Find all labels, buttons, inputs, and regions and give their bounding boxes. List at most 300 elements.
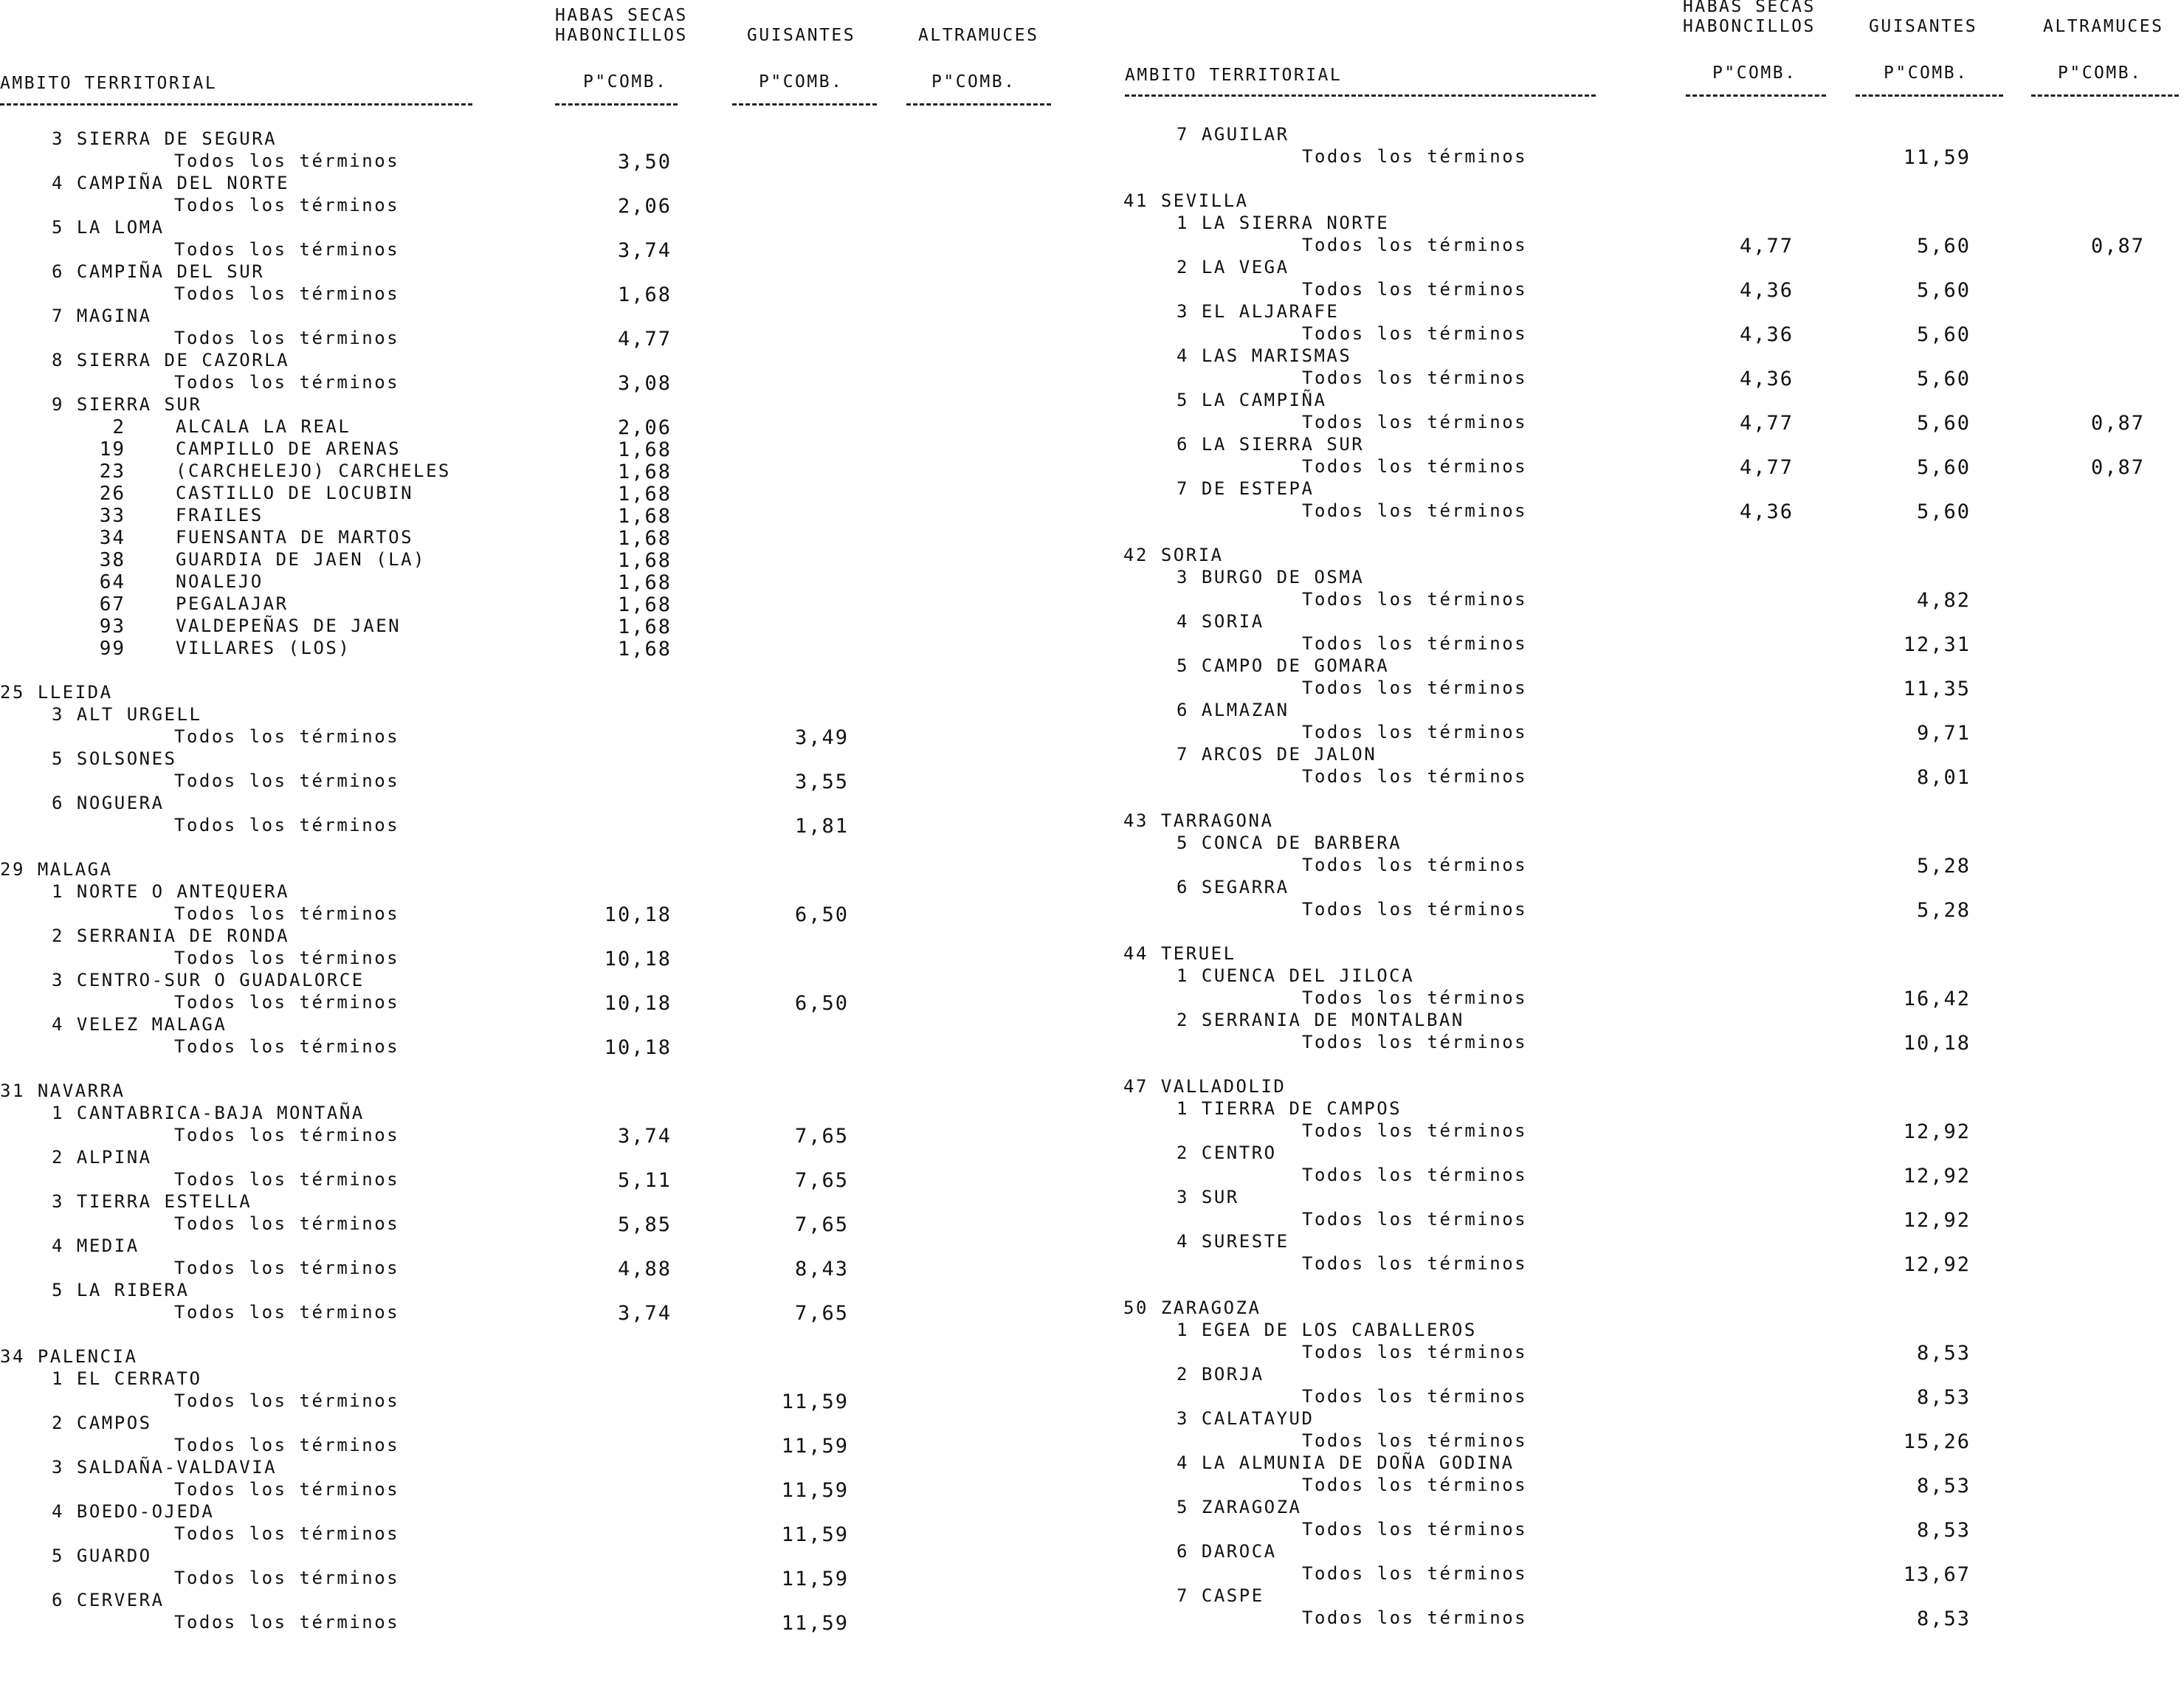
- todos-row: [1107, 1519, 2184, 1541]
- divider: [2031, 94, 2179, 97]
- guisantes-value: 5,60: [1916, 368, 1971, 390]
- comarca-label: 8 SIERRA DE CAZORLA: [52, 350, 290, 370]
- municipality-row: [0, 616, 1092, 638]
- comarca-row: [0, 217, 1092, 239]
- todos-row: [1107, 1430, 2184, 1452]
- comarca-row: [0, 748, 1092, 771]
- comarca-row: [0, 1147, 1092, 1169]
- comarca-row: [1107, 1497, 2184, 1519]
- table-body: [1107, 124, 2184, 1630]
- habas-header-line2: HABONCILLOS: [1683, 17, 1816, 36]
- guisantes-value: 1,81: [794, 815, 849, 838]
- province-row: [0, 1080, 1092, 1103]
- habas-value: 4,88: [617, 1258, 672, 1281]
- todos-row: [0, 195, 1092, 217]
- municipality-code: 33: [99, 505, 125, 527]
- todos-row: [0, 992, 1092, 1014]
- province-label: 29 MALAGA: [0, 859, 113, 880]
- municipality-row: [0, 416, 1092, 438]
- province-label: 50 ZARAGOZA: [1123, 1297, 1261, 1318]
- habas-value: 1,68: [617, 593, 672, 616]
- guisantes-value: 11,59: [781, 1523, 849, 1546]
- province-row: [0, 859, 1092, 881]
- guisantes-value: 15,26: [1903, 1430, 1971, 1453]
- habas-header-line2: HABONCILLOS: [555, 26, 688, 45]
- comarca-row: [1107, 1408, 2184, 1430]
- guisantes-value: 6,50: [794, 992, 849, 1015]
- comarca-label: 7 DE ESTEPA: [1177, 478, 1315, 499]
- municipality-code: 67: [99, 593, 125, 616]
- comarca-label: 5 CAMPO DE GOMARA: [1177, 655, 1390, 676]
- todos-row: [1107, 678, 2184, 700]
- todos-row: [1107, 589, 2184, 611]
- comarca-label: 6 ALMAZAN: [1177, 700, 1289, 720]
- guisantes-value: 5,60: [1916, 279, 1971, 302]
- comarca-label: 7 CASPE: [1177, 1585, 1264, 1606]
- comarca-label: 1 EGEA DE LOS CABALLEROS: [1177, 1320, 1477, 1340]
- comarca-row: [1107, 345, 2184, 368]
- todos-label: Todos los términos: [174, 1258, 400, 1278]
- todos-label: Todos los términos: [1302, 235, 1528, 255]
- todos-label: Todos los términos: [174, 1612, 400, 1633]
- todos-label: Todos los términos: [1302, 855, 1528, 875]
- guisantes-value: 11,59: [1903, 146, 1971, 169]
- municipality-row: [0, 638, 1092, 660]
- guisantes-value: 8,53: [1916, 1475, 1971, 1497]
- todos-label: Todos los términos: [1302, 368, 1528, 388]
- municipality-code: 93: [99, 616, 125, 638]
- todos-label: Todos los términos: [174, 1479, 400, 1500]
- guisantes-unit: P"COMB.: [1884, 63, 1968, 83]
- todos-row: [1107, 456, 2184, 478]
- comarca-row: [0, 881, 1092, 903]
- municipality-name: (CARCHELEJO) CARCHELES: [176, 461, 451, 481]
- comarca-row: [1107, 213, 2184, 235]
- habas-value: 1,68: [617, 571, 672, 594]
- comarca-label: 3 TIERRA ESTELLA: [52, 1191, 252, 1212]
- comarca-row: [1107, 744, 2184, 766]
- altramuces-value: 0,87: [2090, 235, 2145, 258]
- comarca-row: [0, 926, 1092, 948]
- habas-value: 4,36: [1739, 500, 1794, 523]
- comarca-row: [1107, 1231, 2184, 1253]
- habas-value: 1,68: [617, 461, 672, 483]
- comarca-label: 4 MEDIA: [52, 1235, 139, 1256]
- municipality-code: 26: [99, 483, 125, 505]
- altramuces-header: ALTRAMUCES: [2043, 17, 2164, 36]
- altramuces-header: ALTRAMUCES: [918, 26, 1039, 45]
- comarca-row: [0, 793, 1092, 815]
- comarca-row: [1107, 1320, 2184, 1342]
- habas-value: 10,18: [604, 1036, 672, 1059]
- municipality-row: [0, 549, 1092, 571]
- guisantes-value: 7,65: [794, 1213, 849, 1236]
- todos-label: Todos los términos: [174, 1125, 400, 1145]
- guisantes-value: 3,55: [794, 771, 849, 793]
- habas-value: 10,18: [604, 992, 672, 1015]
- habas-unit: P"COMB.: [583, 72, 668, 92]
- comarca-label: 2 CAMPOS: [52, 1413, 152, 1433]
- comarca-label: 2 CENTRO: [1177, 1142, 1277, 1163]
- guisantes-value: 6,50: [794, 903, 849, 926]
- todos-label: Todos los términos: [1302, 766, 1528, 787]
- comarca-label: 6 DAROCA: [1177, 1541, 1277, 1562]
- municipality-name: CASTILLO DE LOCUBIN: [176, 483, 414, 503]
- municipality-name: FUENSANTA DE MARTOS: [176, 527, 414, 548]
- municipality-row: [0, 483, 1092, 505]
- guisantes-value: 5,28: [1916, 855, 1971, 878]
- province-label: 42 SORIA: [1123, 545, 1224, 565]
- comarca-row: [1107, 124, 2184, 146]
- comarca-row: [1107, 1010, 2184, 1032]
- divider: [1125, 94, 1596, 97]
- table-header: [1107, 0, 2184, 111]
- todos-row: [1107, 1386, 2184, 1408]
- guisantes-value: 12,92: [1903, 1165, 1971, 1188]
- comarca-label: 9 SIERRA SUR: [52, 394, 202, 415]
- comarca-label: 2 LA VEGA: [1177, 257, 1289, 278]
- guisantes-value: 13,67: [1903, 1563, 1971, 1586]
- municipality-name: PEGALAJAR: [176, 593, 289, 614]
- comarca-label: 6 LA SIERRA SUR: [1177, 434, 1365, 455]
- todos-row: [0, 1302, 1092, 1324]
- habas-value: 10,18: [604, 903, 672, 926]
- todos-label: Todos los términos: [1302, 1342, 1528, 1362]
- comarca-row: [0, 306, 1092, 328]
- guisantes-value: 8,53: [1916, 1519, 1971, 1542]
- todos-row: [0, 1523, 1092, 1545]
- todos-label: Todos los términos: [174, 1390, 400, 1411]
- comarca-label: 1 CUENCA DEL JILOCA: [1177, 965, 1415, 986]
- comarca-label: 6 CERVERA: [52, 1590, 165, 1610]
- comarca-label: 3 CENTRO-SUR O GUADALORCE: [52, 970, 365, 990]
- municipality-code: 99: [99, 638, 125, 660]
- habas-value: 1,68: [617, 505, 672, 528]
- habas-value: 4,36: [1739, 323, 1794, 346]
- todos-row: [1107, 1253, 2184, 1275]
- todos-label: Todos los términos: [1302, 1475, 1528, 1495]
- todos-row: [0, 1435, 1092, 1457]
- divider: [732, 103, 877, 106]
- todos-label: Todos los términos: [174, 726, 400, 747]
- todos-row: [0, 1568, 1092, 1590]
- comarca-row: [1107, 478, 2184, 500]
- todos-row: [1107, 146, 2184, 168]
- altramuces-value: 0,87: [2090, 456, 2145, 479]
- guisantes-value: 12,92: [1903, 1253, 1971, 1276]
- todos-label: Todos los términos: [1302, 1386, 1528, 1407]
- guisantes-value: 5,60: [1916, 235, 1971, 258]
- province-row: [1107, 943, 2184, 965]
- comarca-label: 3 ALT URGELL: [52, 704, 202, 725]
- todos-label: Todos los términos: [1302, 678, 1528, 698]
- todos-label: Todos los términos: [174, 151, 400, 171]
- todos-row: [1107, 722, 2184, 744]
- comarca-label: 1 TIERRA DE CAMPOS: [1177, 1098, 1402, 1119]
- todos-label: Todos los términos: [1302, 589, 1528, 610]
- habas-header-line1: HABAS SECAS: [555, 6, 688, 25]
- municipality-code: 2: [112, 416, 125, 438]
- todos-row: [0, 948, 1092, 970]
- todos-row: [1107, 368, 2184, 390]
- guisantes-value: 3,49: [794, 726, 849, 749]
- habas-value: 5,85: [617, 1213, 672, 1236]
- table-body: [0, 128, 1092, 1634]
- comarca-label: 7 MAGINA: [52, 306, 152, 326]
- province-row: [1107, 545, 2184, 567]
- municipality-name: VILLARES (LOS): [176, 638, 351, 658]
- todos-label: Todos los términos: [174, 372, 400, 393]
- todos-row: [1107, 899, 2184, 921]
- todos-label: Todos los términos: [1302, 456, 1528, 477]
- comarca-row: [1107, 700, 2184, 722]
- habas-value: 2,06: [617, 416, 672, 439]
- comarca-label: 1 NORTE O ANTEQUERA: [52, 881, 290, 902]
- guisantes-value: 8,01: [1916, 766, 1971, 789]
- municipality-code: 64: [99, 571, 125, 593]
- comarca-label: 2 SERRANIA DE MONTALBAN: [1177, 1010, 1464, 1030]
- comarca-row: [0, 1280, 1092, 1302]
- comarca-label: 5 LA CAMPIÑA: [1177, 390, 1327, 410]
- todos-label: Todos los términos: [174, 1036, 400, 1057]
- guisantes-value: 11,35: [1903, 678, 1971, 700]
- comarca-row: [1107, 965, 2184, 988]
- guisantes-value: 5,60: [1916, 412, 1971, 435]
- comarca-label: 5 LA RIBERA: [52, 1280, 190, 1300]
- guisantes-header: GUISANTES: [747, 26, 856, 45]
- province-label: 31 NAVARRA: [0, 1080, 125, 1101]
- todos-label: Todos los términos: [1302, 1209, 1528, 1230]
- municipality-row: [0, 571, 1092, 593]
- comarca-label: 1 CANTABRICA-BAJA MONTAÑA: [52, 1103, 365, 1123]
- guisantes-value: 12,92: [1903, 1120, 1971, 1143]
- guisantes-value: 5,60: [1916, 500, 1971, 523]
- guisantes-value: 11,59: [781, 1479, 849, 1502]
- habas-value: 4,77: [1739, 235, 1794, 258]
- todos-row: [1107, 1032, 2184, 1054]
- todos-label: Todos los términos: [1302, 1563, 1528, 1584]
- todos-row: [1107, 1563, 2184, 1585]
- comarca-row: [1107, 567, 2184, 589]
- comarca-row: [0, 1590, 1092, 1612]
- guisantes-value: 8,53: [1916, 1342, 1971, 1365]
- habas-header-line1: HABAS SECAS: [1683, 0, 1816, 16]
- ambito-territorial-header: AMBITO TERRITORIAL: [0, 74, 218, 93]
- habas-value: 2,06: [617, 195, 672, 218]
- comarca-row: [1107, 1187, 2184, 1209]
- municipality-row: [0, 461, 1092, 483]
- municipality-name: NOALEJO: [176, 571, 263, 592]
- municipality-name: FRAILES: [176, 505, 263, 525]
- province-row: [0, 1346, 1092, 1368]
- guisantes-header: GUISANTES: [1869, 17, 1978, 36]
- comarca-label: 4 LA ALMUNIA DE DOÑA GODINA: [1177, 1452, 1515, 1473]
- guisantes-value: 8,53: [1916, 1386, 1971, 1409]
- todos-row: [1107, 633, 2184, 655]
- todos-label: Todos los términos: [174, 1435, 400, 1455]
- guisantes-value: 5,60: [1916, 323, 1971, 346]
- comarca-row: [0, 350, 1092, 372]
- municipality-row: [0, 527, 1092, 549]
- municipality-name: VALDEPEÑAS DE JAEN: [176, 616, 402, 636]
- todos-row: [0, 372, 1092, 394]
- comarca-row: [1107, 877, 2184, 899]
- comarca-row: [0, 394, 1092, 416]
- todos-row: [1107, 1475, 2184, 1497]
- divider: [555, 103, 678, 106]
- habas-value: 3,08: [617, 372, 672, 395]
- todos-label: Todos los términos: [174, 815, 400, 835]
- province-row: [1107, 1297, 2184, 1320]
- comarca-label: 3 EL ALJARAFE: [1177, 301, 1340, 322]
- todos-label: Todos los términos: [174, 1213, 400, 1234]
- guisantes-value: 5,28: [1916, 899, 1971, 922]
- municipality-row: [0, 593, 1092, 616]
- municipality-code: 19: [99, 438, 125, 461]
- todos-label: Todos los términos: [174, 239, 400, 260]
- guisantes-value: 11,59: [781, 1435, 849, 1458]
- comarca-row: [1107, 611, 2184, 633]
- comarca-label: 2 BORJA: [1177, 1364, 1264, 1385]
- comarca-row: [1107, 1452, 2184, 1475]
- comarca-label: 3 SALDAÑA-VALDAVIA: [52, 1457, 278, 1478]
- comarca-row: [1107, 1098, 2184, 1120]
- todos-row: [0, 1479, 1092, 1501]
- todos-row: [0, 328, 1092, 350]
- habas-value: 1,68: [617, 483, 672, 506]
- todos-row: [0, 239, 1092, 261]
- comarca-label: 3 SIERRA DE SEGURA: [52, 128, 278, 149]
- municipality-row: [0, 505, 1092, 527]
- comarca-label: 6 CAMPIÑA DEL SUR: [52, 261, 265, 282]
- comarca-label: 1 LA SIERRA NORTE: [1177, 213, 1390, 233]
- guisantes-value: 11,59: [781, 1568, 849, 1590]
- guisantes-value: 7,65: [794, 1169, 849, 1192]
- todos-row: [0, 1125, 1092, 1147]
- todos-label: Todos los términos: [1302, 722, 1528, 742]
- habas-value: 10,18: [604, 948, 672, 971]
- todos-row: [1107, 855, 2184, 877]
- comarca-label: 5 LA LOMA: [52, 217, 165, 238]
- comarca-label: 4 SURESTE: [1177, 1231, 1289, 1252]
- province-label: 44 TERUEL: [1123, 943, 1236, 964]
- todos-row: [0, 1258, 1092, 1280]
- comarca-row: [1107, 390, 2184, 412]
- guisantes-value: 5,60: [1916, 456, 1971, 479]
- habas-unit: P"COMB.: [1712, 63, 1797, 83]
- todos-label: Todos los términos: [174, 903, 400, 924]
- table-header: [0, 0, 1092, 111]
- todos-label: Todos los términos: [174, 1169, 400, 1190]
- todos-label: Todos los términos: [1302, 1519, 1528, 1540]
- municipality-name: ALCALA LA REAL: [176, 416, 351, 437]
- comarca-label: 5 ZARAGOZA: [1177, 1497, 1302, 1517]
- guisantes-value: 8,53: [1916, 1607, 1971, 1630]
- todos-row: [0, 903, 1092, 926]
- province-row: [1107, 190, 2184, 213]
- todos-row: [0, 283, 1092, 306]
- todos-row: [1107, 323, 2184, 345]
- guisantes-value: 9,71: [1916, 722, 1971, 745]
- todos-row: [0, 151, 1092, 173]
- todos-row: [0, 726, 1092, 748]
- habas-value: 4,77: [1739, 456, 1794, 479]
- habas-value: 4,77: [617, 328, 672, 351]
- habas-value: 3,74: [617, 1302, 672, 1325]
- habas-value: 4,36: [1739, 279, 1794, 302]
- comarca-row: [0, 704, 1092, 726]
- guisantes-unit: P"COMB.: [759, 72, 844, 92]
- comarca-row: [0, 1014, 1092, 1036]
- municipality-code: 23: [99, 461, 125, 483]
- guisantes-value: 8,43: [794, 1258, 849, 1281]
- todos-row: [1107, 1607, 2184, 1630]
- comarca-row: [1107, 1585, 2184, 1607]
- todos-label: Todos los términos: [174, 328, 400, 348]
- todos-label: Todos los términos: [1302, 988, 1528, 1008]
- todos-row: [1107, 279, 2184, 301]
- comarca-row: [1107, 1364, 2184, 1386]
- habas-value: 4,36: [1739, 368, 1794, 390]
- todos-label: Todos los términos: [174, 195, 400, 216]
- comarca-row: [0, 1368, 1092, 1390]
- todos-label: Todos los términos: [174, 1302, 400, 1323]
- habas-value: 1,68: [617, 638, 672, 661]
- todos-row: [1107, 235, 2184, 257]
- province-row: [1107, 1076, 2184, 1098]
- todos-row: [1107, 1165, 2184, 1187]
- province-row: [0, 682, 1092, 704]
- todos-label: Todos los términos: [174, 1523, 400, 1544]
- altramuces-unit: P"COMB.: [931, 72, 1016, 92]
- comarca-label: 1 EL CERRATO: [52, 1368, 202, 1389]
- province-label: 47 VALLADOLID: [1123, 1076, 1286, 1097]
- guisantes-value: 4,82: [1916, 589, 1971, 612]
- todos-row: [0, 1390, 1092, 1413]
- comarca-row: [0, 1191, 1092, 1213]
- province-label: 25 LLEIDA: [0, 682, 113, 703]
- todos-label: Todos los términos: [1302, 1430, 1528, 1451]
- municipality-name: GUARDIA DE JAEN (LA): [176, 549, 426, 570]
- municipality-code: 34: [99, 527, 125, 549]
- todos-row: [0, 1612, 1092, 1634]
- comarca-label: 4 BOEDO-OJEDA: [52, 1501, 215, 1522]
- comarca-label: 4 VELEZ MALAGA: [52, 1014, 227, 1035]
- guisantes-value: 11,59: [781, 1390, 849, 1413]
- comarca-row: [0, 970, 1092, 992]
- comarca-label: 5 CONCA DE BARBERA: [1177, 833, 1402, 853]
- guisantes-value: 7,65: [794, 1302, 849, 1325]
- comarca-row: [1107, 257, 2184, 279]
- todos-label: Todos los términos: [1302, 1032, 1528, 1052]
- divider: [1686, 94, 1826, 97]
- province-row: [1107, 810, 2184, 833]
- habas-value: 1,68: [617, 283, 672, 306]
- ambito-territorial-header: AMBITO TERRITORIAL: [1125, 66, 1343, 85]
- todos-label: Todos los términos: [174, 992, 400, 1013]
- todos-label: Todos los términos: [1302, 323, 1528, 344]
- todos-row: [1107, 500, 2184, 523]
- todos-row: [0, 1213, 1092, 1235]
- habas-value: 1,68: [617, 438, 672, 461]
- comarca-row: [1107, 301, 2184, 323]
- todos-label: Todos los términos: [1302, 279, 1528, 300]
- comarca-row: [0, 173, 1092, 195]
- comarca-label: 4 SORIA: [1177, 611, 1264, 632]
- todos-label: Todos los términos: [1302, 146, 1528, 167]
- habas-value: 4,77: [1739, 412, 1794, 435]
- altramuces-value: 0,87: [2090, 412, 2145, 435]
